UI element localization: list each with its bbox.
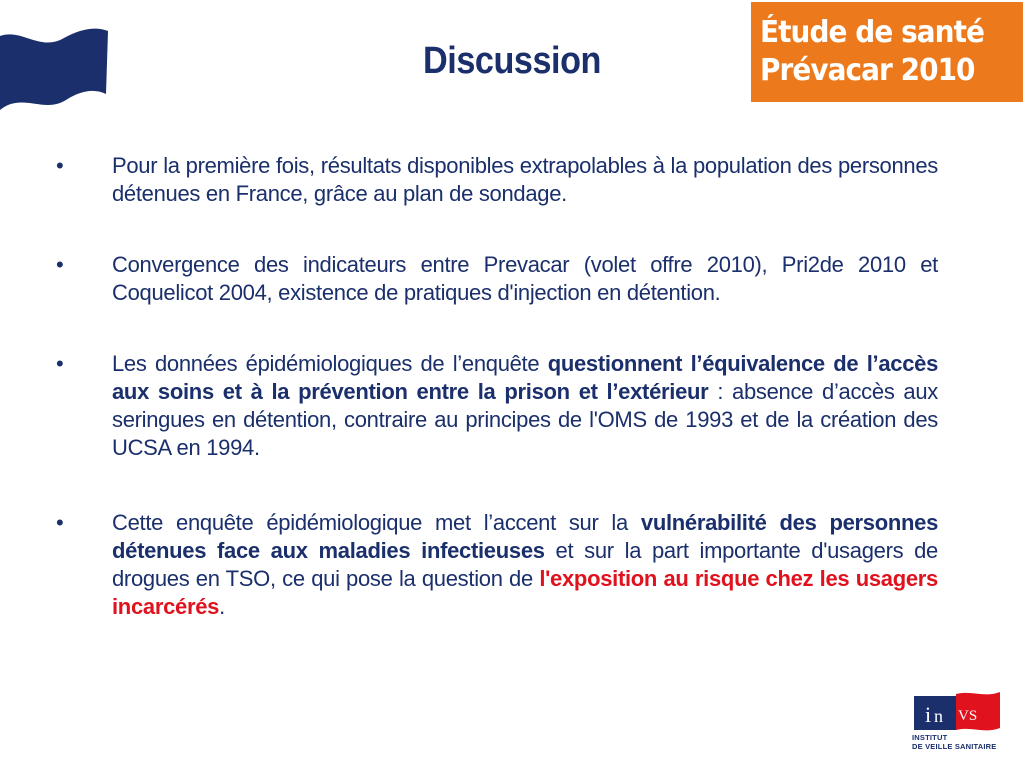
bullet-text: Cette enquête épidémiologique met l’accent sur la vulnérabilité des personnes détenues face aux maladies infectieuses et sur la part importante d'usagers de drogues en TSO, ce qui pose la question de l'exposition au risque chez les usagers incarcérés. [112, 510, 939, 619]
prevacar-logo [751, 2, 1023, 102]
list-item [56, 251, 938, 307]
invs-logo-text: INSTITUT DE VEILLE SANITAIRE [912, 733, 997, 751]
logo-mark-i: i [925, 702, 932, 727]
bullet-text: Convergence des indicateurs entre Prevacar (volet offre 2010), Pri2de 2010 et Coquelicot 2004, existence de pratiques d'injection en détention. [112, 252, 938, 305]
highlight-text: l'exposition au risque chez les usagers incarcérés [112, 566, 938, 619]
bullet-text: Pour la première fois, résultats disponibles extrapolables à la population des personnes détenues en France, grâce au plan de sondage. [112, 153, 938, 206]
logo-line-2: Prévacar 2010 [760, 53, 975, 88]
emphasis-text: vulnérabilité des personnes détenues face aux maladies infectieuses [112, 510, 939, 563]
bullet-text: Les données épidémiologiques de l’enquête questionnent l’équivalence de l’accès aux soins et à la prévention entre la prison et l’extérieur : absence d’accès aux seringues en détention, contraire au principes de l'OMS de 1993 et de la création des UCSA en 1994. [112, 351, 938, 460]
bullet-marker: • [56, 351, 64, 376]
bullet-marker: • [56, 510, 64, 535]
logo-mark-n: n [934, 706, 943, 726]
logo-mark-vs: VS [958, 708, 978, 724]
logo-line-1: Étude de santé [760, 15, 985, 50]
list-item [56, 350, 938, 462]
emphasis-text: questionnent l’équivalence de l’accès aux soins et à la prévention entre la prison et l’extérieur [112, 351, 938, 404]
slide-title: Discussion [423, 40, 601, 82]
bullet-marker: • [56, 252, 64, 277]
bullet-list [56, 152, 938, 664]
list-item [56, 509, 938, 621]
bullet-marker: • [56, 153, 64, 178]
list-item [56, 152, 938, 208]
